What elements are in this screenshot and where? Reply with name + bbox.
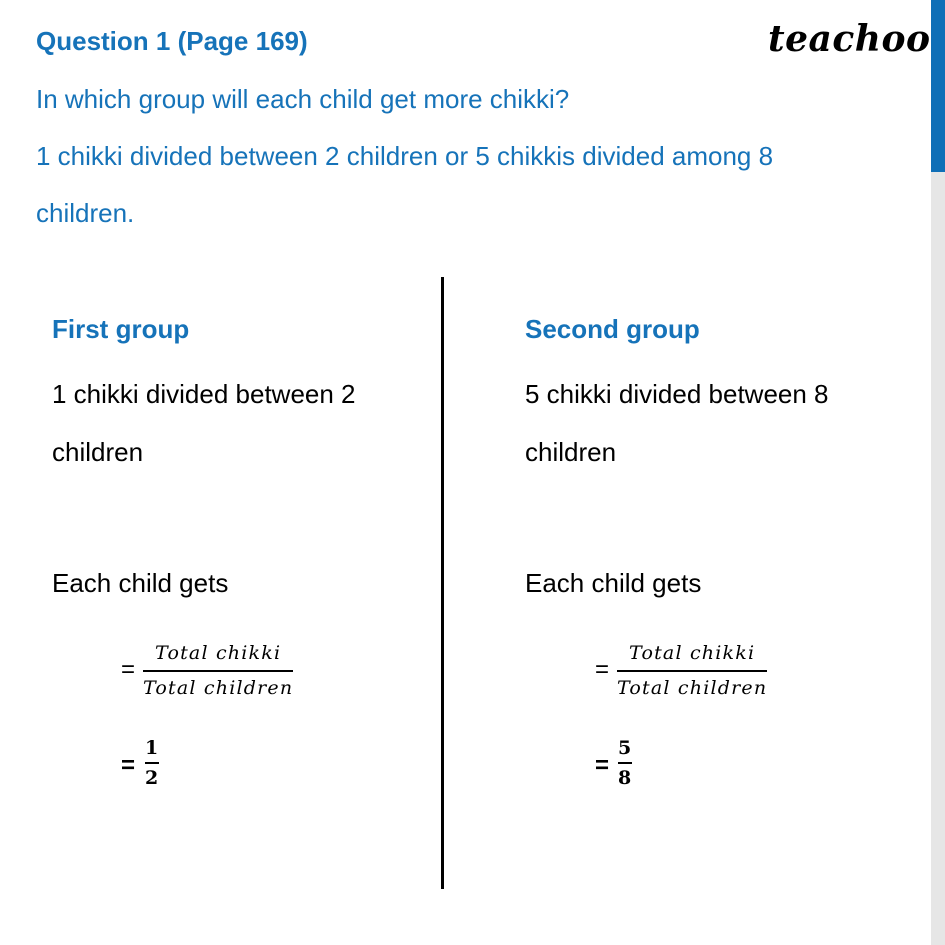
second-group-formula-fraction — [617, 641, 767, 700]
fraction-bar — [617, 670, 767, 672]
second-group-equals-1: = — [595, 656, 610, 683]
first-group-heading: First group — [52, 314, 190, 344]
fraction-bar — [143, 670, 293, 672]
first-group-formula-numerator: Total chikki — [155, 642, 282, 664]
first-group-desc-line-2: children — [52, 437, 144, 467]
fraction-bar — [145, 762, 159, 764]
second-group-each-child: Each child gets — [525, 568, 702, 598]
second-group-result-fraction — [618, 737, 632, 789]
second-group-result-denominator: 8 — [618, 767, 633, 789]
second-group-desc-line-1: 5 chikki divided between 8 — [525, 379, 829, 409]
first-group-result-fraction — [145, 737, 159, 789]
first-group-result-numerator: 1 — [145, 737, 160, 759]
column-divider — [441, 277, 444, 889]
second-group-result-numerator: 5 — [618, 737, 633, 759]
second-group-formula-numerator: Total chikki — [629, 642, 756, 664]
first-group-equals-1: = — [121, 656, 136, 683]
second-group-heading: Second group — [525, 314, 700, 344]
question-line-1: In which group will each child get more chikki? — [36, 84, 570, 114]
first-group-equals-2: = — [121, 752, 136, 779]
teachoo-logo: teachoo — [768, 18, 931, 60]
question-line-3: children. — [36, 198, 135, 228]
question-line-2: 1 chikki divided between 2 children or 5 chikkis divided among 8 — [36, 141, 774, 171]
first-group-desc-line-1: 1 chikki divided between 2 — [52, 379, 356, 409]
scrollbar-thumb[interactable] — [931, 0, 945, 172]
first-group-formula-denominator: Total children — [143, 677, 294, 699]
fraction-bar — [618, 762, 632, 764]
second-group-formula-denominator: Total children — [617, 677, 768, 699]
second-group-equals-2: = — [595, 752, 610, 779]
first-group-each-child: Each child gets — [52, 568, 229, 598]
first-group-formula-fraction — [143, 641, 293, 700]
first-group-result-denominator: 2 — [145, 767, 160, 789]
second-group-desc-line-2: children — [525, 437, 617, 467]
question-title: Question 1 (Page 169) — [36, 26, 308, 56]
